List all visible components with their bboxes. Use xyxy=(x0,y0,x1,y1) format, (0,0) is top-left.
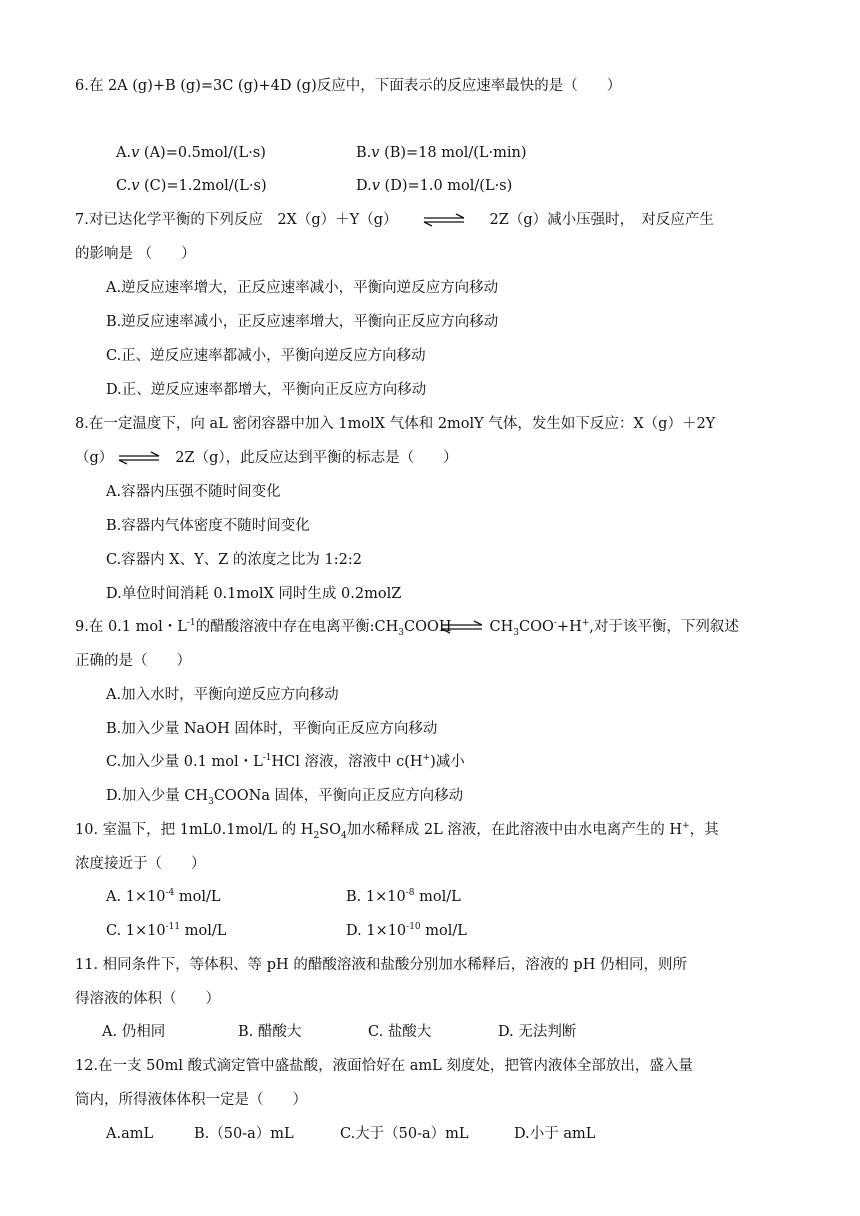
equilibrium-arrow-icon xyxy=(117,451,161,465)
q9-d-a: D.加入少量 CH xyxy=(106,788,209,804)
q6-option-b xyxy=(356,143,527,163)
q7-stem-left: 7.对已达化学平衡的下列反应 2X（g）＋Y（g） xyxy=(75,212,398,228)
equilibrium-arrow-icon xyxy=(440,620,484,634)
q10-option-d xyxy=(346,921,467,941)
q9-c-sup: -1 xyxy=(262,753,272,764)
q6-d-text: (D)=1.0 mol/(L·s) xyxy=(379,178,513,194)
q9-c-b: HCl 溶液，溶液中 c(H xyxy=(271,754,423,770)
q10-d-a: D. 1×10 xyxy=(346,923,407,939)
q9-stem-line2: 正确的是（ ） xyxy=(75,653,191,669)
q8-option-d: D.单位时间消耗 0.1molX 同时生成 0.2molZ xyxy=(106,586,402,602)
q8-option-a: A.容器内压强不随时间变化 xyxy=(106,484,281,500)
equilibrium-arrow-icon xyxy=(422,213,466,227)
q9-c-sup2: + xyxy=(422,753,431,764)
q10-option-a xyxy=(106,887,221,907)
q8-option-b: B.容器内气体密度不随时间变化 xyxy=(106,518,310,534)
q6-b-letter: B. xyxy=(356,145,372,161)
q6-option-c xyxy=(116,176,267,196)
q6-d-letter: D. xyxy=(356,178,372,194)
q6-b-v: v xyxy=(371,145,380,161)
q10-sub-1: 2 xyxy=(313,830,320,841)
q10-stem-c: 加水稀释成 2L 溶液，在此溶液中由水电离产生的 H xyxy=(346,822,683,838)
q10-stem-d: ，其 xyxy=(689,822,719,838)
q10-b-b: mol/L xyxy=(414,889,461,905)
q9-stem-d: CH xyxy=(489,619,514,635)
q8-stem-left: （g） xyxy=(75,450,114,466)
q11-stem-line1: 11. 相同条件下，等体积、等 pH 的醋酸溶液和盐酸分别加水稀释后，溶液的 pH 仍相同，则所 xyxy=(75,957,687,973)
q9-option-d xyxy=(106,786,463,806)
q10-stem-line2: 浓度接近于（ ） xyxy=(75,856,206,872)
q8-stem-right: 2Z（g），此反应达到平衡的标志是（ ） xyxy=(175,450,458,466)
q6-c-text: (C)=1.2mol/(L·s) xyxy=(139,178,267,194)
q8-option-c: C.容器内 X、Y、Z 的浓度之比为 1:2:2 xyxy=(106,552,362,568)
q6-option-d xyxy=(356,176,512,196)
q7-stem-right: 2Z（g）减小压强时， 对反应产生 xyxy=(489,212,714,228)
q6-a-text: (A)=0.5mol/(L·s) xyxy=(139,145,266,161)
q10-a-sup: -4 xyxy=(165,888,175,899)
q6-c-v: v xyxy=(131,178,140,194)
q11-option-a: A. 仍相同 xyxy=(102,1024,166,1040)
q7-stem-line2: 的影响是 （ ） xyxy=(75,246,196,262)
q10-stem-a: 10. 室温下，把 1mL0.1mol/L 的 H xyxy=(75,822,314,838)
q10-sup: + xyxy=(682,821,690,832)
q9-sub-1: 3 xyxy=(398,627,404,638)
q12-stem-line1: 12.在一支 50ml 酸式滴定管中盛盐酸，液面恰好在 amL 刻度处，把管内液体全部放出，盛入量 xyxy=(75,1058,693,1074)
q7-stem xyxy=(75,210,714,230)
q10-option-b xyxy=(346,887,461,907)
q10-d-sup: -10 xyxy=(406,922,421,933)
q10-stem-b: SO xyxy=(319,822,341,838)
q10-a-b: mol/L xyxy=(174,889,221,905)
q9-stem xyxy=(75,617,739,637)
q7-option-d: D.正、逆反应速率都增大，平衡向正反应方向移动 xyxy=(106,382,427,398)
q7-option-c: C.正、逆反应速率都减小，平衡向逆反应方向移动 xyxy=(106,348,426,364)
q6-a-v: v xyxy=(131,145,140,161)
q10-c-b: mol/L xyxy=(180,923,227,939)
q9-sup-2: - xyxy=(553,618,557,629)
q8-stem-line2 xyxy=(75,448,458,468)
q9-option-a: A.加入水时，平衡向逆反应方向移动 xyxy=(106,687,339,703)
q10-option-c xyxy=(106,921,226,941)
q9-stem-f: +H xyxy=(556,619,582,635)
q11-stem-line2: 得溶液的体积（ ） xyxy=(75,991,220,1007)
q9-d-b: COONa 固体，平衡向正反应方向移动 xyxy=(213,788,464,804)
q9-sup-1: -1 xyxy=(186,618,196,629)
q9-stem-c: COOH xyxy=(404,619,452,635)
q10-c-sup: -11 xyxy=(165,922,181,933)
q10-d-b: mol/L xyxy=(420,923,467,939)
q12-option-d: D.小于 amL xyxy=(514,1126,596,1142)
q11-option-d: D. 无法判断 xyxy=(498,1024,577,1040)
q9-d-sub: 3 xyxy=(208,796,214,807)
q6-b-text: (B)=18 mol/(L·min) xyxy=(379,145,527,161)
q10-sub-2: 4 xyxy=(341,830,347,841)
q6-d-v: v xyxy=(371,178,380,194)
q9-sup-3: + xyxy=(581,618,590,629)
q11-option-b: B. 醋酸大 xyxy=(238,1024,302,1040)
q9-stem-b: 的醋酸溶液中存在电离平衡:CH xyxy=(195,619,399,635)
q12-option-c: C.大于（50-a）mL xyxy=(340,1126,469,1142)
q6-c-letter: C. xyxy=(116,178,132,194)
q9-sub-2: 3 xyxy=(513,627,519,638)
q10-b-sup: -8 xyxy=(405,888,415,899)
q6-option-a xyxy=(116,143,266,163)
q7-option-a: A.逆反应速率增大，正反应速率减小，平衡向逆反应方向移动 xyxy=(106,280,499,296)
q9-c-c: )减小 xyxy=(430,754,465,770)
q9-stem-e: COO xyxy=(519,619,554,635)
q9-option-b: B.加入少量 NaOH 固体时，平衡向正反应方向移动 xyxy=(106,721,438,737)
q7-option-b: B.逆反应速率减小，正反应速率增大，平衡向正反应方向移动 xyxy=(106,314,499,330)
q8-stem-line1: 8.在一定温度下，向 aL 密闭容器中加入 1molX 气体和 2molY 气体，发生如下反应：X（g）＋2Y xyxy=(75,416,716,432)
q12-option-a: A.amL xyxy=(106,1126,154,1142)
q9-stem-g: ,对于该平衡，下列叙述 xyxy=(589,619,739,635)
q12-stem-line2: 筒内，所得液体体积一定是（ ） xyxy=(75,1092,307,1108)
q10-stem xyxy=(75,820,719,840)
q9-option-c xyxy=(106,752,465,772)
q10-b-a: B. 1×10 xyxy=(346,889,406,905)
q9-c-a: C.加入少量 0.1 mol・L xyxy=(106,754,263,770)
q12-option-b: B.（50-a）mL xyxy=(194,1126,294,1142)
q9-stem-a: 9.在 0.1 mol・L xyxy=(75,619,187,635)
q6-stem: 6.在 2A (g)+B (g)=3C (g)+4D (g)反应中，下面表示的反应速率最快的是（ ） xyxy=(75,78,622,94)
q11-option-c: C. 盐酸大 xyxy=(368,1024,432,1040)
q10-c-a: C. 1×10 xyxy=(106,923,166,939)
q10-a-a: A. 1×10 xyxy=(106,889,166,905)
q6-a-letter: A. xyxy=(116,145,132,161)
